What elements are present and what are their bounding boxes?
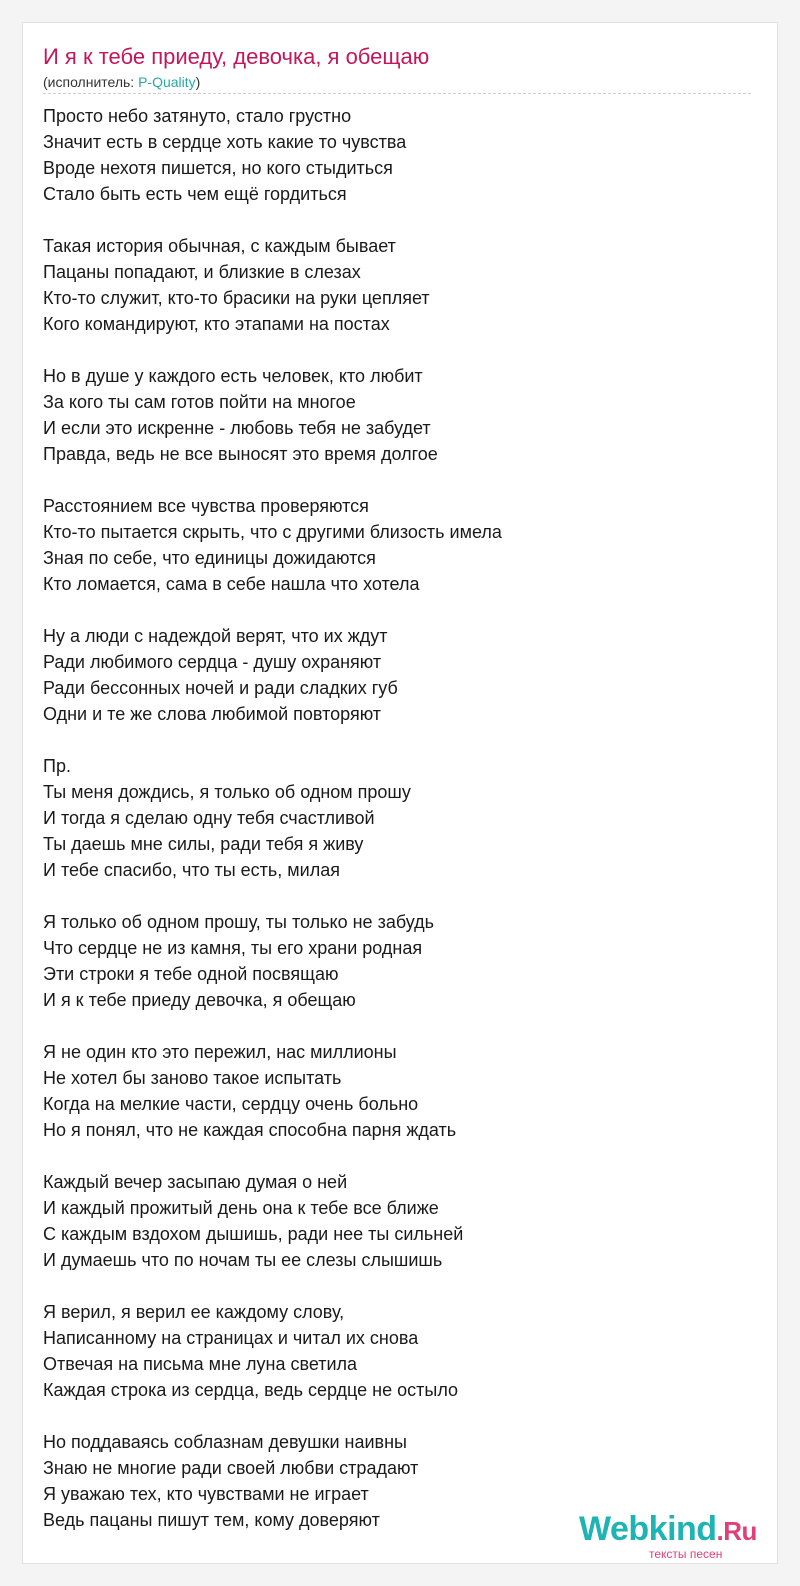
- lyrics-stanza: [43, 493, 753, 597]
- logo-main-text: Webkind: [579, 1510, 717, 1548]
- lyric-line: Я верил, я верил ее каждому слову,: [43, 1302, 345, 1322]
- lyrics-stanza: [43, 103, 753, 207]
- lyric-line: С каждым вздохом дышишь, ради нее ты сильней: [43, 1224, 464, 1244]
- webkind-logo[interactable]: [579, 1509, 779, 1569]
- lyrics-stanza: [43, 623, 753, 727]
- lyric-line: Ради бессонных ночей и ради сладких губ: [43, 678, 398, 698]
- logo-wordmark: [579, 1509, 757, 1551]
- lyric-line: Отвечая на письма мне луна светила: [43, 1354, 358, 1374]
- logo-subtitle: тексты песен: [649, 1547, 723, 1561]
- lyric-line: И тебе спасибо, что ты есть, милая: [43, 860, 340, 880]
- artist-link[interactable]: P-Quality: [138, 74, 196, 90]
- lyric-line: Ради любимого сердца - душу охраняют: [43, 652, 382, 672]
- artist-line: [43, 73, 200, 91]
- lyric-line: Стало быть есть чем ещё гордиться: [43, 184, 347, 204]
- lyric-line: Но поддаваясь соблазнам девушки наивны: [43, 1432, 407, 1452]
- lyric-line: Кто-то пытается скрыть, что с другими близость имела: [43, 522, 502, 542]
- lyric-line: И думаешь что по ночам ты ее слезы слышишь: [43, 1250, 443, 1270]
- lyrics-stanza: [43, 1169, 753, 1273]
- lyric-line: Вроде нехотя пишется, но кого стыдиться: [43, 158, 393, 178]
- song-title: И я к тебе приеду, девочка, я обещаю: [43, 44, 430, 69]
- lyric-line: Пацаны попадают, и близкие в слезах: [43, 262, 361, 282]
- lyric-line: Не хотел бы заново такое испытать: [43, 1068, 342, 1088]
- lyric-line: И каждый прожитый день она к тебе все ближе: [43, 1198, 439, 1218]
- lyric-line: Ты даешь мне силы, ради тебя я живу: [43, 834, 364, 854]
- lyric-line: Такая история обычная, с каждым бывает: [43, 236, 396, 256]
- lyric-line: Значит есть в сердце хоть какие то чувства: [43, 132, 407, 152]
- lyric-line: Эти строки я тебе одной посвящаю: [43, 964, 339, 984]
- lyric-line: Правда, ведь не все выносят это время долгое: [43, 444, 438, 464]
- lyrics-body: [43, 103, 753, 1559]
- lyric-line: Ведь пацаны пишут тем, кому доверяют: [43, 1510, 380, 1530]
- lyric-line: Но в душе у каждого есть человек, кто любит: [43, 366, 423, 386]
- lyrics-stanza: [43, 753, 753, 883]
- lyric-line: Что сердце не из камня, ты его храни родная: [43, 938, 423, 958]
- lyric-line: Каждая строка из сердца, ведь сердце не остыло: [43, 1380, 459, 1400]
- lyric-line: Расстоянием все чувства проверяются: [43, 496, 369, 516]
- lyric-line: Но я понял, что не каждая способна парня ждать: [43, 1120, 457, 1140]
- lyric-line: Я только об одном прошу, ты только не забудь: [43, 912, 435, 932]
- lyric-line: Знаю не многие ради своей любви страдают: [43, 1458, 419, 1478]
- lyrics-stanza: [43, 363, 753, 467]
- lyric-line: За кого ты сам готов пойти на многое: [43, 392, 356, 412]
- lyrics-stanza: [43, 909, 753, 1013]
- artist-prefix: (исполнитель:: [43, 74, 139, 90]
- lyric-line: Кто ломается, сама в себе нашла что хотела: [43, 574, 420, 594]
- lyric-line: Кто-то служит, кто-то брасики на руки цепляет: [43, 288, 430, 308]
- lyric-line: И тогда я сделаю одну тебя счастливой: [43, 808, 375, 828]
- lyric-line: Я не один кто это пережил, нас миллионы: [43, 1042, 397, 1062]
- lyric-line: Каждый вечер засыпаю думая о ней: [43, 1172, 348, 1192]
- lyrics-card: [22, 22, 778, 1564]
- lyric-line: Зная по себе, что единицы дожидаются: [43, 548, 376, 568]
- lyric-line: Ну а люди с надеждой верят, что их ждут: [43, 626, 388, 646]
- lyric-line: Когда на мелкие части, сердцу очень больно: [43, 1094, 419, 1114]
- lyric-line: И если это искренне - любовь тебя не забудет: [43, 418, 431, 438]
- lyrics-stanza: [43, 233, 753, 337]
- lyric-line: Одни и те же слова любимой повторяют: [43, 704, 382, 724]
- lyric-line: И я к тебе приеду девочка, я обещаю: [43, 990, 356, 1010]
- lyric-line: Я уважаю тех, кто чувствами не играет: [43, 1484, 369, 1504]
- lyric-line: Написанному на страницах и читал их снова: [43, 1328, 419, 1348]
- lyrics-stanza: [43, 1039, 753, 1143]
- artist-suffix: ): [195, 74, 201, 90]
- lyric-line: Ты меня дождись, я только об одном прошу: [43, 782, 411, 802]
- lyrics-stanza: [43, 1299, 753, 1403]
- lyric-line: Просто небо затянуто, стало грустно: [43, 106, 352, 126]
- title-divider: [43, 93, 751, 94]
- lyric-line: Пр.: [43, 756, 71, 776]
- lyric-line: Кого командируют, кто этапами на постах: [43, 314, 390, 334]
- logo-tld-text: .Ru: [716, 1516, 757, 1546]
